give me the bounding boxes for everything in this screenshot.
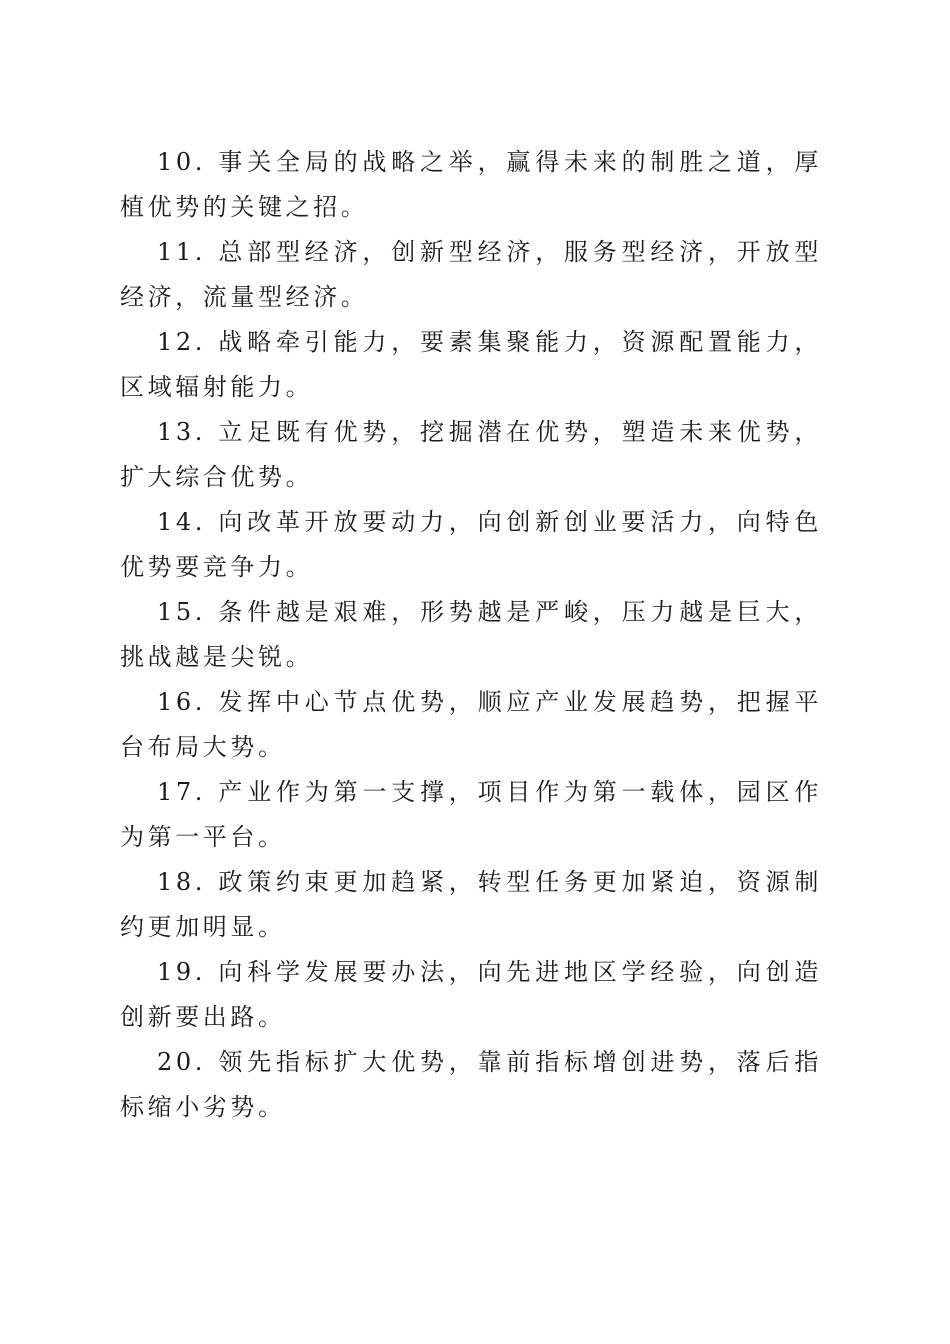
list-item: 13. 立足既有优势，挖掘潜在优势，塑造未来优势，扩大综合优势。	[120, 418, 822, 491]
list-item: 10. 事关全局的战略之举，赢得未来的制胜之道，厚植优势的关键之招。	[120, 148, 822, 221]
list-item: 11. 总部型经济，创新型经济，服务型经济，开放型经济，流量型经济。	[120, 238, 822, 311]
list-item: 18. 政策约束更加趋紧，转型任务更加紧迫，资源制约更加明显。	[120, 868, 822, 941]
list-item: 12. 战略牵引能力，要素集聚能力，资源配置能力，区域辐射能力。	[120, 328, 822, 401]
list-item: 15. 条件越是艰难，形势越是严峻，压力越是巨大，挑战越是尖锐。	[120, 598, 822, 671]
list-item: 16. 发挥中心节点优势，顺应产业发展趋势，把握平台布局大势。	[120, 688, 822, 761]
list-item: 17. 产业作为第一支撑，项目作为第一载体，园区作为第一平台。	[120, 778, 822, 851]
list-item: 20. 领先指标扩大优势，靠前指标增创进势，落后指标缩小劣势。	[120, 1048, 822, 1121]
list-item: 14. 向改革开放要动力，向创新创业要活力，向特色优势要竞争力。	[120, 508, 822, 581]
list-item: 19. 向科学发展要办法，向先进地区学经验，向创造创新要出路。	[120, 958, 822, 1031]
document-body	[120, 140, 822, 1130]
